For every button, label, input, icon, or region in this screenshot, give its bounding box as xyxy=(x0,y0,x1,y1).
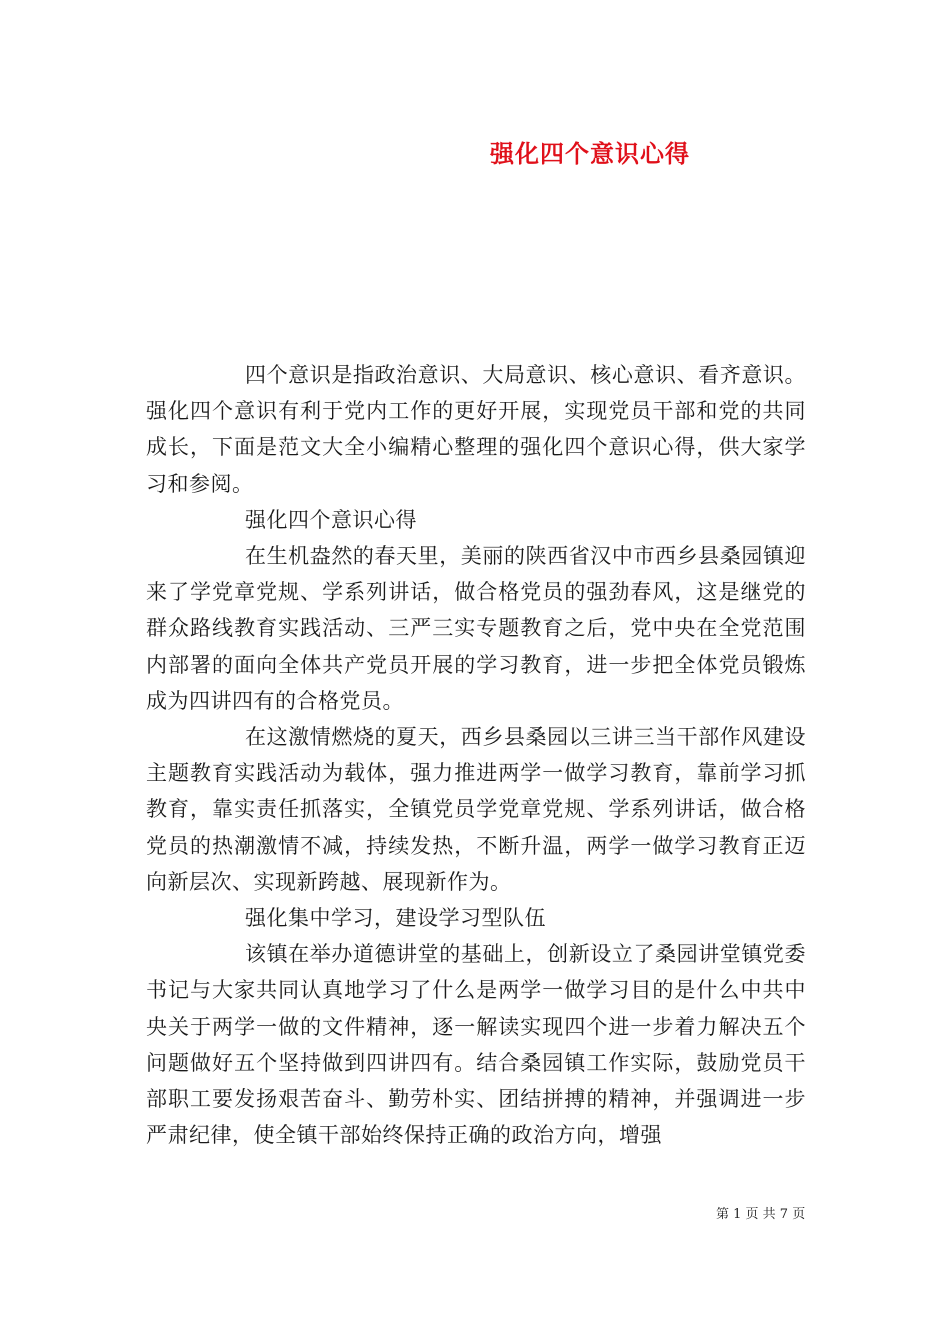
paragraph-summer: 在这激情燃烧的夏天，西乡县桑园以三讲三当干部作风建设主题教育实践活动为载体，强力推进两学一做学习教育，靠前学习抓教育，靠实责任抓落实，全镇党员学党章党规、学系列讲话，做合格党员的热潮激情不减，持续发热，不断升温，两学一做学习教育正迈向新层次、实现新跨越、展现新作为。 xyxy=(146,725,806,894)
paragraph-spring: 在生机盎然的春天里，美丽的陕西省汉中市西乡县桑园镇迎来了学党章党规、学系列讲话，做合格党员的强劲春风，这是继党的群众路线教育实践活动、三严三实专题教育之后，党中央在全党范围内部署的面向全体共产党员开展的学习教育，进一步把全体党员锻炼成为四讲四有的合格党员。 xyxy=(146,544,806,713)
paragraph-heading-2: 强化集中学习，建设学习型队伍 xyxy=(245,906,546,931)
page-number-footer: 第 1 页 共 7 页 xyxy=(716,1207,806,1222)
document-title: 强化四个意识心得 xyxy=(490,139,690,168)
paragraph-intro: 四个意识是指政治意识、大局意识、核心意识、看齐意识。强化四个意识有利于党内工作的更好开展，实现党员干部和党的共同成长，下面是范文大全小编精心整理的强化四个意识心得，供大家学习和参阅。 xyxy=(146,363,806,496)
document-body xyxy=(146,357,806,1153)
paragraph-lecture-hall: 该镇在举办道德讲堂的基础上，创新设立了桑园讲堂镇党委书记与大家共同认真地学习了什么是两学一做学习目的是什么中共中央关于两学一做的文件精神，逐一解读实现四个进一步着力解决五个问题做好五个坚持做到四讲四有。结合桑园镇工作实际，鼓励党员干部职工要发扬艰苦奋斗、勤劳朴实、团结拼搏的精神，并强调进一步严肃纪律，使全镇干部始终保持正确的政治方向，增强 xyxy=(146,942,806,1148)
paragraph-heading-1: 强化四个意识心得 xyxy=(245,507,417,532)
